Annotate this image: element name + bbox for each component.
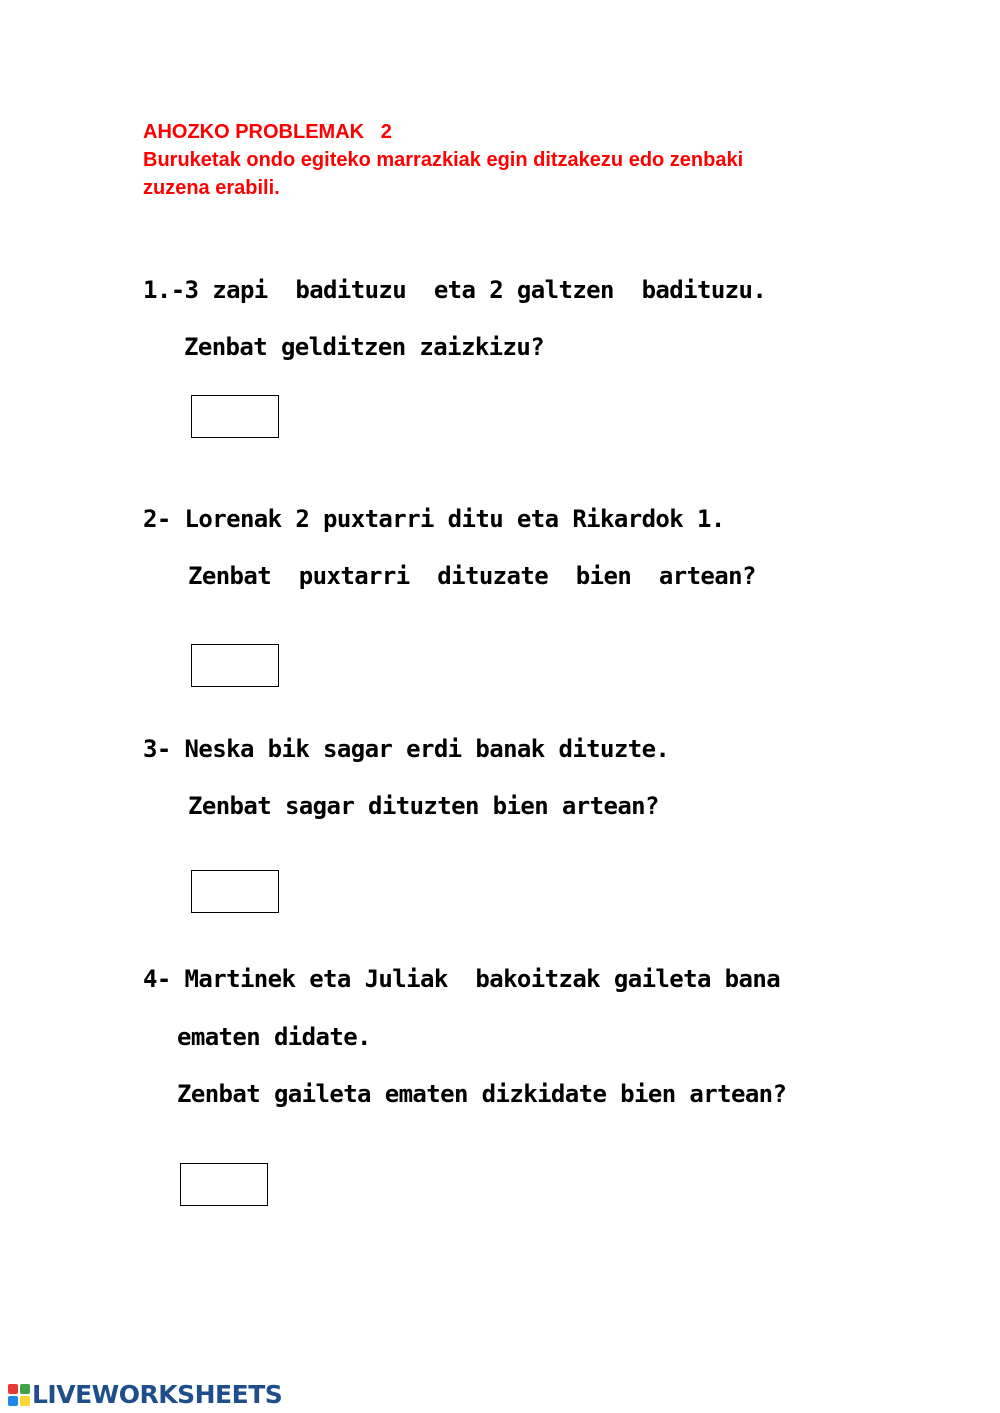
problem-2-statement: 2- Lorenak 2 puxtarri ditu eta Rikardok 1. [143,505,725,533]
liveworksheets-logo-icon [8,1384,30,1406]
problem-1-question: Zenbat gelditzen zaizkizu? [184,333,545,361]
worksheet-title: AHOZKO PROBLEMAK 2 [143,121,392,143]
liveworksheets-logo [8,1380,282,1410]
problem-4-answer-box[interactable] [180,1163,268,1206]
problem-2-question: Zenbat puxtarri dituzate bien artean? [188,562,756,590]
problem-3-statement: 3- Neska bik sagar erdi banak dituzte. [143,735,670,763]
problem-4-statement-cont: ematen didate. [177,1023,371,1051]
problem-3-answer-box[interactable] [191,870,279,913]
problem-4-question: Zenbat gaileta ematen dizkidate bien artean? [177,1080,787,1108]
instruction-line-2: zuzena erabili. [143,177,280,199]
problem-1-statement: 1.-3 zapi badituzu eta 2 galtzen badituzu. [143,276,767,304]
problem-4-statement: 4- Martinek eta Juliak bakoitzak gaileta bana [143,965,781,993]
problem-2-answer-box[interactable] [191,644,279,687]
problem-3-question: Zenbat sagar dituzten bien artean? [188,792,659,820]
logo-text: LIVEWORKSHEETS [32,1380,283,1409]
problem-1-answer-box[interactable] [191,395,279,438]
instruction-line-1: Buruketak ondo egiteko marrazkiak egin ditzakezu edo zenbaki [143,149,744,171]
worksheet-header [143,118,903,202]
